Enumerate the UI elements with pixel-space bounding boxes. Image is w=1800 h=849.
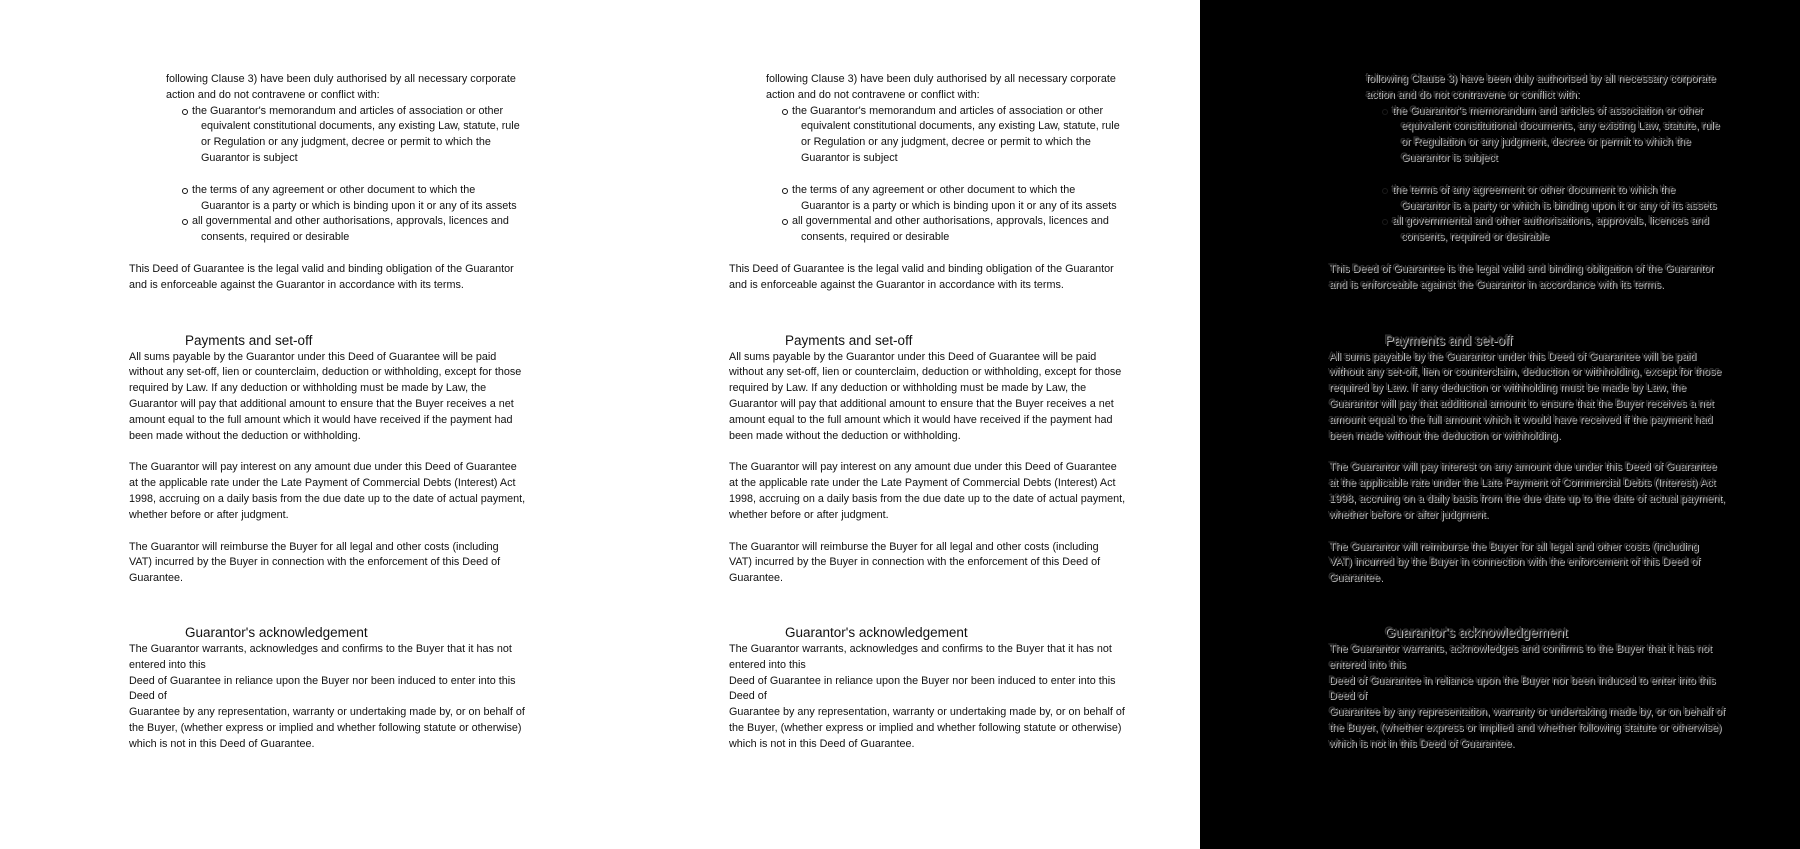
text-line: Guarantee by any representation, warranty or undertaking made by, or on behalf of: [729, 706, 1125, 719]
validity-paragraph: [129, 262, 549, 294]
payments-paragraph-3: [1329, 540, 1749, 587]
text-line: entered into this: [729, 658, 806, 671]
text-line: Guarantee by any representation, warranty or undertaking made by, or on behalf of: [129, 706, 525, 719]
text-line: equivalent constitutional documents, any existing Law, statute, rule: [1401, 120, 1720, 133]
intro-paragraph: [1366, 72, 1749, 104]
text-line: required by Law. If any deduction or withholding must be made by Law, the: [729, 382, 1087, 395]
text-line: without any set-off, lien or counterclaim, deduction or withholding, except for those: [729, 366, 1122, 379]
text-line: Deed of: [729, 690, 767, 703]
text-line: Guarantor is subject: [801, 151, 898, 164]
text-line: without any set-off, lien or counterclaim, deduction or withholding, except for those: [129, 366, 522, 379]
text-line: all governmental and other authorisations, approvals, licences and: [192, 215, 509, 228]
text-line: All sums payable by the Guarantor under this Deed of Guarantee will be paid: [729, 350, 1097, 363]
acknowledgement-paragraph: [729, 642, 1149, 753]
text-line: without any set-off, lien or counterclaim, deduction or withholding, except for those: [1329, 366, 1722, 379]
payments-paragraph-2: [129, 460, 549, 523]
document-page: [129, 72, 549, 753]
text-line: and is enforceable against the Guarantor in accordance with its terms.: [1329, 278, 1664, 291]
text-line: Deed of Guarantee in reliance upon the Buyer nor been induced to enter into this: [129, 674, 516, 687]
text-line: The Guarantor warrants, acknowledges and confirms to the Buyer that it has not: [729, 642, 1112, 655]
text-line: at the applicable rate under the Late Payment of Commercial Debts (Interest) Act: [1329, 477, 1716, 490]
text-line: amount equal to the full amount which it would have received if the payment had: [129, 413, 513, 426]
text-line: been made without the deduction or withholding.: [1329, 429, 1561, 442]
text-line: entered into this: [1329, 658, 1406, 671]
text-line: 1998, accruing on a daily basis from the due date up to the date of actual payment,: [729, 492, 1126, 505]
text-line: The Guarantor will pay interest on any amount due under this Deed of Guarantee: [1329, 461, 1717, 474]
document-panel-embossed: [1200, 0, 1800, 849]
text-line: Guarantor will pay that additional amount to ensure that the Buyer receives a net: [129, 397, 514, 410]
clause-list: [182, 104, 549, 246]
text-line: the Buyer, (whether express or implied and whether following statute or otherwise): [729, 721, 1122, 734]
text-line: required by Law. If any deduction or withholding must be made by Law, the: [1329, 382, 1687, 395]
text-line: This Deed of Guarantee is the legal valid and binding obligation of the Guarantor: [729, 262, 1114, 275]
text-line: at the applicable rate under the Late Payment of Commercial Debts (Interest) Act: [129, 477, 516, 490]
text-line: The Guarantor will reimburse the Buyer for all legal and other costs (including: [1329, 540, 1699, 553]
text-line: been made without the deduction or withholding.: [729, 429, 961, 442]
text-line: and is enforceable against the Guarantor in accordance with its terms.: [729, 278, 1064, 291]
list-item: [1382, 183, 1749, 215]
list-item: [182, 183, 549, 215]
text-line: which is not in this Deed of Guarantee.: [729, 737, 915, 750]
text-line: amount equal to the full amount which it would have received if the payment had: [729, 413, 1113, 426]
text-line: or Regulation or any judgment, decree or permit to which the: [801, 136, 1091, 149]
list-item: [1382, 104, 1749, 167]
document-panel-original: [0, 0, 600, 849]
text-line: Guarantor is subject: [1401, 151, 1498, 164]
acknowledgement-paragraph: [1329, 642, 1749, 753]
text-line: required by Law. If any deduction or withholding must be made by Law, the: [129, 382, 487, 395]
section-heading-payments: Payments and set-off: [785, 332, 913, 348]
section-heading-acknowledgement: Guarantor's acknowledgement: [185, 624, 368, 640]
text-line: the terms of any agreement or other document to which the: [192, 183, 476, 196]
text-line: Guarantor is subject: [201, 151, 298, 164]
payments-paragraph-1: [729, 350, 1149, 445]
text-line: and is enforceable against the Guarantor in accordance with its terms.: [129, 278, 464, 291]
text-line: whether before or after judgment.: [129, 508, 289, 521]
section-heading-payments: Payments and set-off: [1385, 332, 1513, 348]
text-line: All sums payable by the Guarantor under this Deed of Guarantee will be paid: [1329, 350, 1697, 363]
text-line: Deed of: [1329, 690, 1367, 703]
clause-list: [782, 104, 1149, 246]
payments-paragraph-3: [729, 540, 1149, 587]
text-line: following Clause 3) have been duly authorised by all necessary corporate: [1366, 73, 1716, 85]
section-heading-acknowledgement: Guarantor's acknowledgement: [785, 624, 968, 640]
text-line: Deed of: [129, 690, 167, 703]
text-line: all governmental and other authorisations, approvals, licences and: [1392, 215, 1709, 228]
text-line: which is not in this Deed of Guarantee.: [129, 737, 315, 750]
text-line: Deed of Guarantee in reliance upon the Buyer nor been induced to enter into this: [1329, 674, 1716, 687]
text-line: Guarantor is a party or which is binding upon it or any of its assets: [1401, 199, 1717, 212]
list-item: [782, 214, 1149, 246]
text-line: VAT) incurred by the Buyer in connection with the enforcement of this Deed of: [1329, 556, 1701, 569]
text-line: Guarantee by any representation, warranty or undertaking made by, or on behalf of: [1329, 706, 1725, 719]
text-line: all governmental and other authorisations, approvals, licences and: [792, 215, 1109, 228]
text-line: Guarantee.: [129, 572, 184, 585]
clause-list: [1382, 104, 1749, 246]
text-line: or Regulation or any judgment, decree or permit to which the: [201, 136, 491, 149]
text-line: action and do not contravene or conflict with:: [766, 88, 980, 101]
document-page: [1329, 72, 1749, 753]
intro-paragraph: [766, 72, 1149, 104]
text-line: The Guarantor will reimburse the Buyer for all legal and other costs (including: [129, 540, 499, 553]
text-line: This Deed of Guarantee is the legal valid and binding obligation of the Guarantor: [1329, 262, 1714, 275]
payments-paragraph-1: [129, 350, 549, 445]
document-page: [729, 72, 1149, 753]
text-line: whether before or after judgment.: [729, 508, 889, 521]
text-line: Deed of Guarantee in reliance upon the Buyer nor been induced to enter into this: [729, 674, 1116, 687]
text-line: which is not in this Deed of Guarantee.: [1329, 737, 1515, 750]
text-line: Guarantor will pay that additional amount to ensure that the Buyer receives a net: [729, 397, 1114, 410]
text-line: entered into this: [129, 658, 206, 671]
text-line: the terms of any agreement or other document to which the: [1392, 183, 1676, 196]
list-item: [782, 104, 1149, 167]
text-line: amount equal to the full amount which it would have received if the payment had: [1329, 413, 1713, 426]
section-heading-payments: Payments and set-off: [185, 332, 313, 348]
list-item: [782, 183, 1149, 215]
section-heading-acknowledgement: Guarantor's acknowledgement: [1385, 624, 1568, 640]
text-line: consents, required or desirable: [801, 231, 950, 244]
text-line: the Guarantor's memorandum and articles of association or other: [1392, 104, 1704, 117]
text-line: Guarantor is a party or which is binding upon it or any of its assets: [201, 199, 517, 212]
payments-paragraph-2: [1329, 460, 1749, 523]
text-line: The Guarantor warrants, acknowledges and confirms to the Buyer that it has not: [1329, 642, 1712, 655]
text-line: the Buyer, (whether express or implied and whether following statute or otherwise): [1329, 721, 1722, 734]
text-line: whether before or after judgment.: [1329, 508, 1489, 521]
text-line: Guarantor is a party or which is binding upon it or any of its assets: [801, 199, 1117, 212]
text-line: The Guarantor will pay interest on any amount due under this Deed of Guarantee: [729, 461, 1117, 474]
text-line: The Guarantor will reimburse the Buyer for all legal and other costs (including: [729, 540, 1099, 553]
document-panel-copy: [600, 0, 1200, 849]
text-line: 1998, accruing on a daily basis from the due date up to the date of actual payment,: [1329, 492, 1726, 505]
text-line: The Guarantor will pay interest on any amount due under this Deed of Guarantee: [129, 461, 517, 474]
text-line: equivalent constitutional documents, any existing Law, statute, rule: [801, 120, 1120, 133]
text-line: following Clause 3) have been duly authorised by all necessary corporate: [166, 73, 516, 85]
acknowledgement-paragraph: [129, 642, 549, 753]
text-line: equivalent constitutional documents, any existing Law, statute, rule: [201, 120, 520, 133]
text-line: the Buyer, (whether express or implied and whether following statute or otherwise): [129, 721, 522, 734]
list-item: [182, 214, 549, 246]
text-line: action and do not contravene or conflict with:: [166, 88, 380, 101]
list-item: [1382, 214, 1749, 246]
intro-paragraph: [166, 72, 549, 104]
text-line: the Guarantor's memorandum and articles of association or other: [792, 104, 1104, 117]
text-line: consents, required or desirable: [1401, 231, 1550, 244]
text-line: consents, required or desirable: [201, 231, 350, 244]
text-line: at the applicable rate under the Late Payment of Commercial Debts (Interest) Act: [729, 477, 1116, 490]
text-line: All sums payable by the Guarantor under this Deed of Guarantee will be paid: [129, 350, 497, 363]
text-line: Guarantee.: [1329, 572, 1384, 585]
text-line: action and do not contravene or conflict with:: [1366, 88, 1580, 101]
text-line: been made without the deduction or withholding.: [129, 429, 361, 442]
validity-paragraph: [729, 262, 1149, 294]
text-line: VAT) incurred by the Buyer in connection with the enforcement of this Deed of: [729, 556, 1101, 569]
text-line: the terms of any agreement or other document to which the: [792, 183, 1076, 196]
text-line: the Guarantor's memorandum and articles of association or other: [192, 104, 504, 117]
text-line: Guarantee.: [729, 572, 784, 585]
text-line: VAT) incurred by the Buyer in connection with the enforcement of this Deed of: [129, 556, 501, 569]
payments-paragraph-3: [129, 540, 549, 587]
payments-paragraph-1: [1329, 350, 1749, 445]
text-line: The Guarantor warrants, acknowledges and confirms to the Buyer that it has not: [129, 642, 512, 655]
text-line: Guarantor will pay that additional amount to ensure that the Buyer receives a net: [1329, 397, 1714, 410]
text-line: or Regulation or any judgment, decree or permit to which the: [1401, 136, 1691, 149]
validity-paragraph: [1329, 262, 1749, 294]
text-line: following Clause 3) have been duly authorised by all necessary corporate: [766, 73, 1116, 85]
list-item: [182, 104, 549, 167]
text-line: This Deed of Guarantee is the legal valid and binding obligation of the Guarantor: [129, 262, 514, 275]
text-line: 1998, accruing on a daily basis from the due date up to the date of actual payment,: [129, 492, 526, 505]
payments-paragraph-2: [729, 460, 1149, 523]
